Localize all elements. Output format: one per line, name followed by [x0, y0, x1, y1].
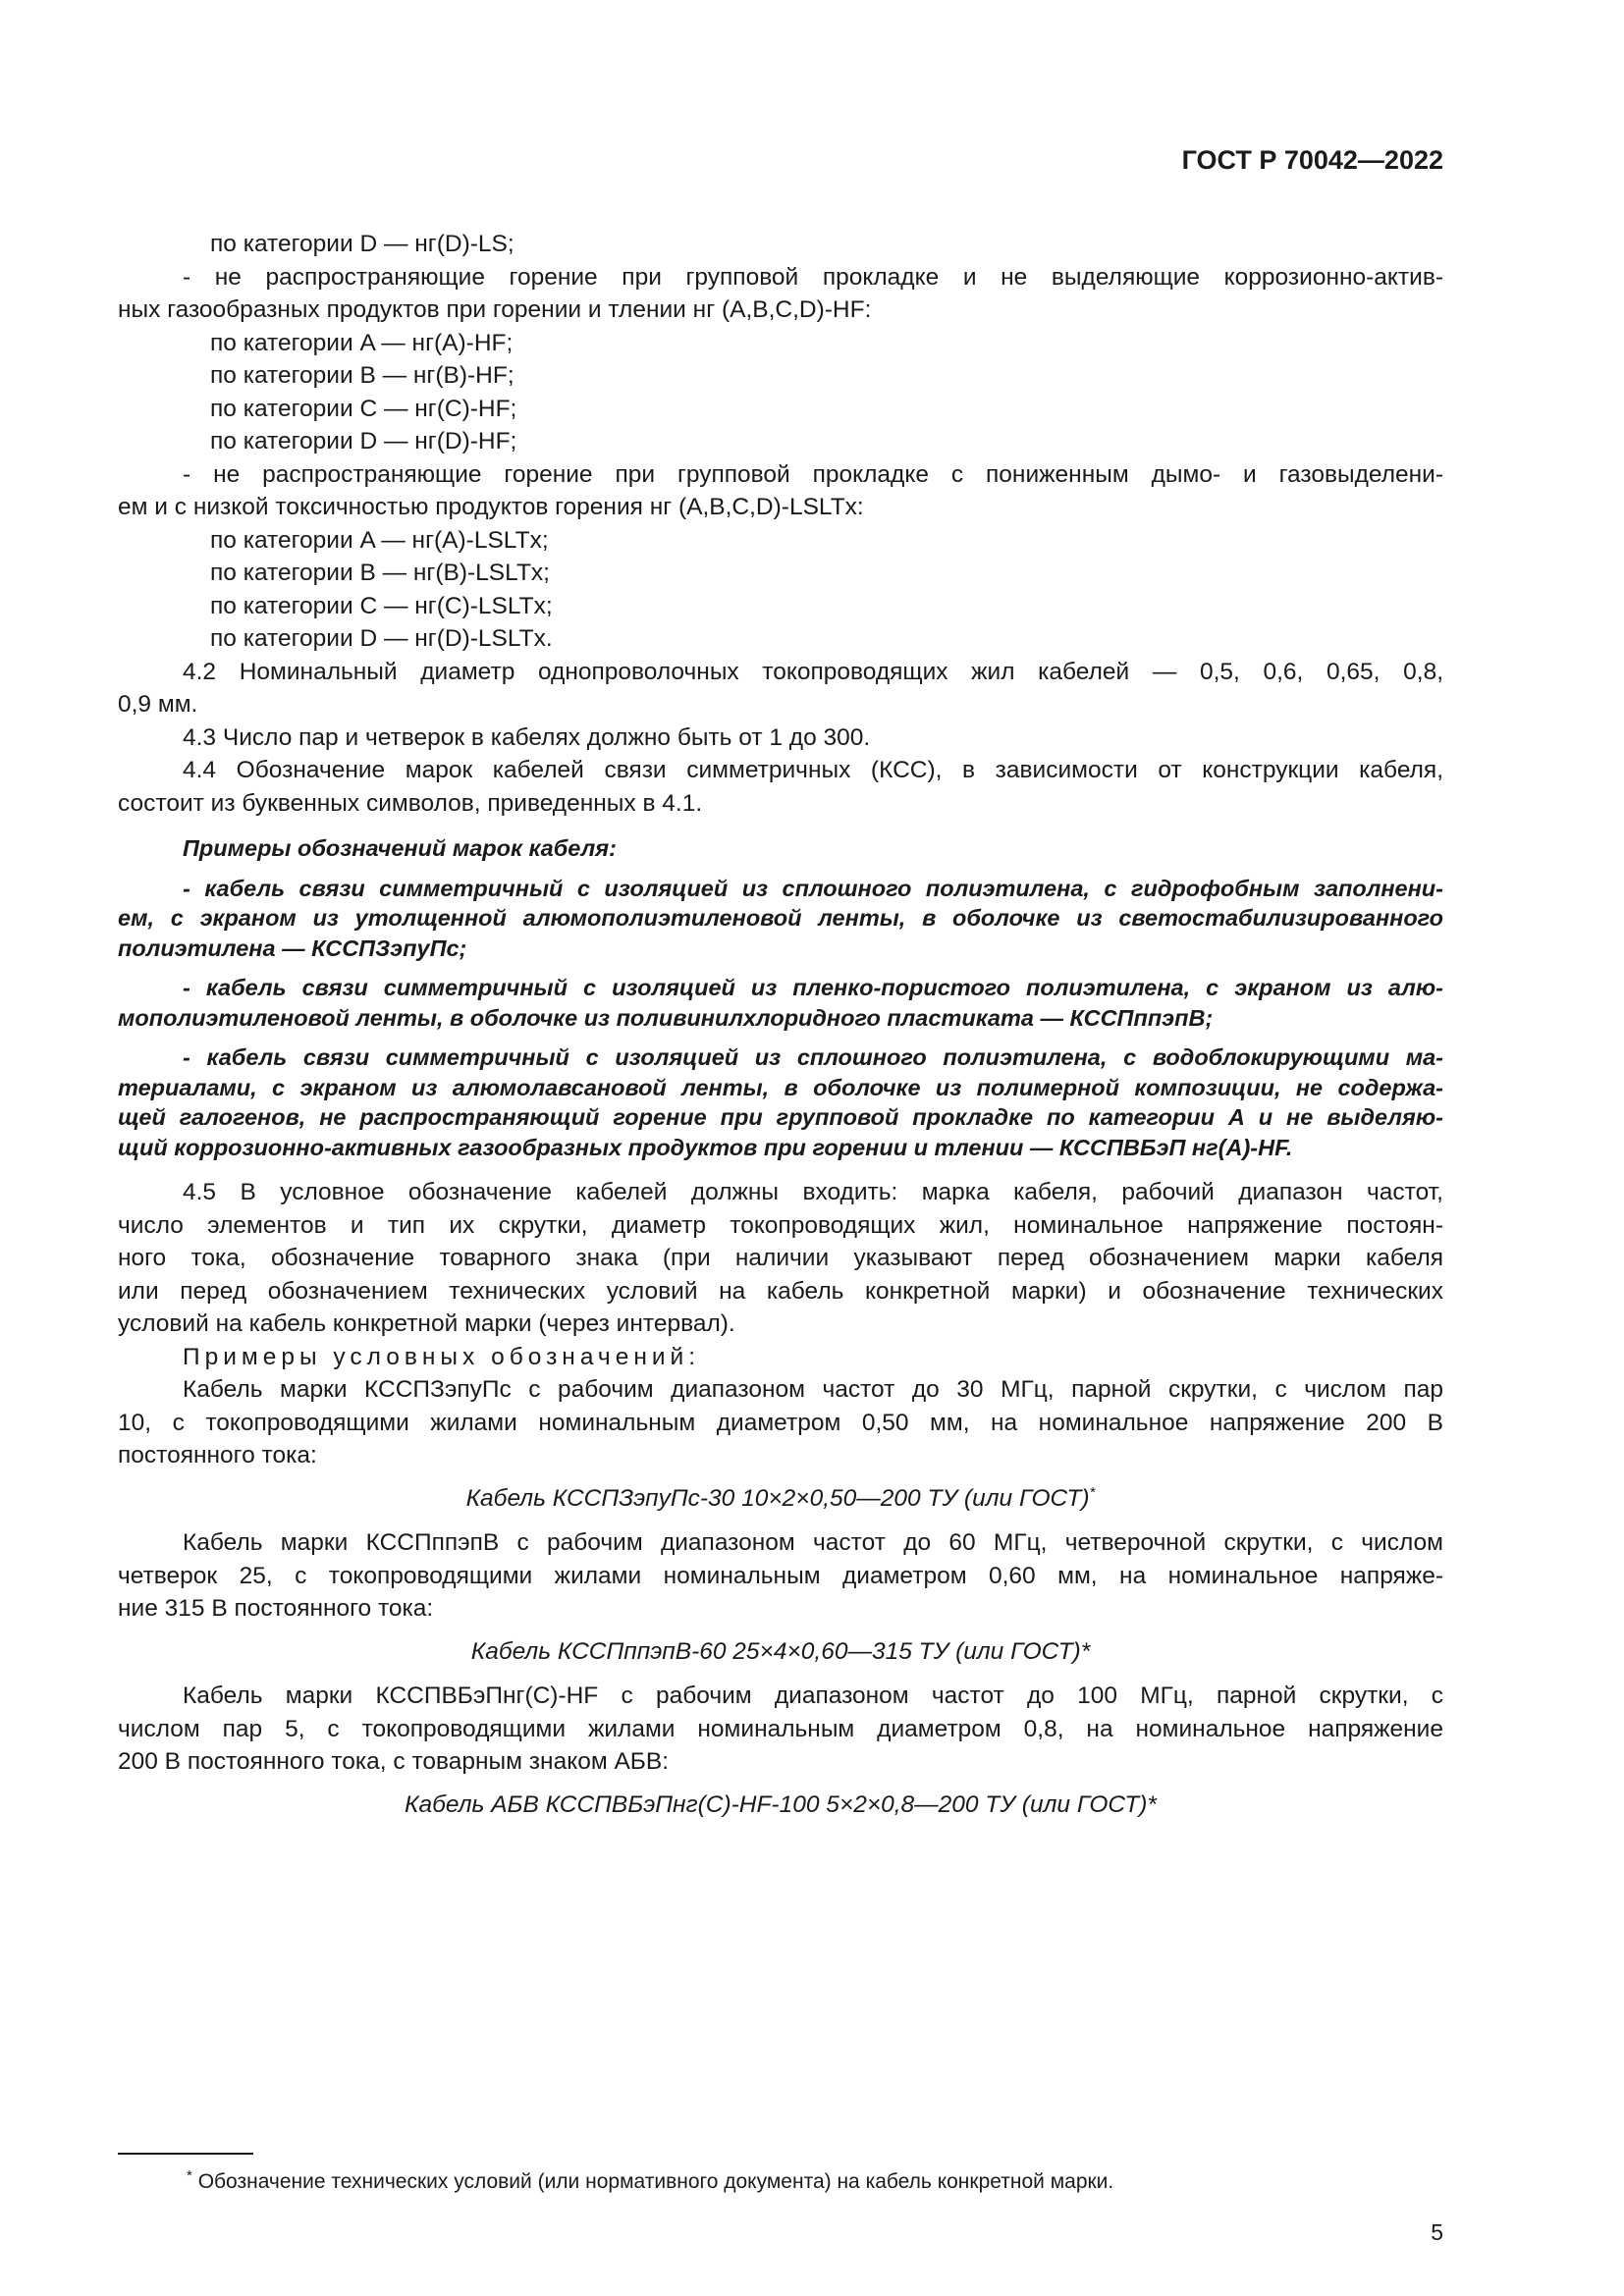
- text-line: четверок 25, с токопроводящими жилами номинальным диаметром 0,60 мм, на номинальное напряже-: [118, 1562, 1443, 1589]
- text-line: 4.4 Обозначение марок кабелей связи симметричных (КСС), в зависимости от конструкции кабеля,: [183, 757, 1443, 783]
- text-line: ние 315 В постоянного тока:: [118, 1595, 434, 1622]
- example-line: ем, с экраном из утолщенной алюмополиэтиленовой ленты, в оболочке из светостабилизированного: [118, 905, 1443, 931]
- text-line: или перед обозначением технических условий на кабель конкретной марки) и обозначение технических: [118, 1277, 1443, 1305]
- text-line: числом пар 5, с токопроводящими жилами номинальным диаметром 0,8, на номинальное напряжение: [118, 1715, 1443, 1742]
- text-line: по категории A — нг(A)-LSLTx;: [210, 526, 549, 554]
- text-line: ных газообразных продуктов при горении и тлении нг (A,B,C,D)-HF:: [118, 296, 872, 323]
- text-line: - не распространяющие горение при групповой прокладке и не выделяющие коррозионно-актив-: [183, 263, 1443, 291]
- page-number: 5: [1431, 2219, 1443, 2245]
- example-line: щей галогенов, не распространяющий горение при групповой прокладке по категории А и не выделяю-: [118, 1104, 1443, 1130]
- text-line: по категории D — нг(D)-HF;: [210, 428, 517, 454]
- footnote-marker: *: [1089, 1483, 1096, 1501]
- footnote-text: Обозначение технических условий (или нормативного документа) на кабель конкретной марки.: [197, 2170, 1114, 2193]
- text-line: по категории B — нг(B)-LSLTx;: [210, 560, 550, 586]
- text-line: по категории D — нг(D)-LSLTx.: [210, 625, 553, 652]
- text-line: - не распространяющие горение при групповой прокладке с пониженным дымо- и газовыделени-: [183, 460, 1443, 488]
- footnote: [187, 2167, 1114, 2194]
- text-line: состоит из буквенных символов, приведенных в 4.1.: [118, 789, 703, 817]
- document-page: [118, 0, 1443, 2296]
- designation-formula: Кабель КССПппэпВ-60 25×4×0,60—315 ТУ (или ГОСТ)*: [470, 1637, 1091, 1665]
- text-line: 10, с токопроводящими жилами номинальным диаметром 0,50 мм, на номинальное напряжение 200 В: [118, 1409, 1443, 1436]
- footnote-separator: [118, 2153, 253, 2155]
- formula-text: Кабель КССПЗэпуПс-30 10×2×0,50—200 ТУ (или ГОСТ): [465, 1484, 1090, 1512]
- text-line: ного тока, обозначение товарного знака (при наличии указывают перед обозначением марки кабеля: [118, 1245, 1443, 1271]
- text-line: Кабель марки КССПЗэпуПс с рабочим диапазоном частот до 30 МГц, парной скрутки, с числом пар: [183, 1376, 1443, 1403]
- example-line: - кабель связи симметричный с изоляцией из сплошного полиэтилена, с гидрофобным заполнени-: [183, 875, 1443, 901]
- designation-formula: Кабель АБВ КССПВБэПнг(С)-HF-100 5×2×0,8—200 ТУ (или ГОСТ)*: [405, 1790, 1157, 1818]
- text-line: постоянного тока:: [118, 1442, 317, 1468]
- example-line: - кабель связи симметричный с изоляцией из сплошного полиэтилена, с водоблокирующими ма-: [183, 1044, 1443, 1070]
- text-line: по категории C — нг(C)-LSLTx;: [210, 592, 553, 619]
- examples-heading: Примеры условных обозначений:: [183, 1343, 701, 1370]
- text-line: по категории D — нг(D)-LS;: [210, 231, 514, 257]
- text-line: по категории A — нг(A)-HF;: [210, 329, 514, 356]
- text-line: ем и с низкой токсичностью продуктов горения нг (A,B,C,D)-LSLTx:: [118, 494, 864, 520]
- text-line: 4.5 В условное обозначение кабелей должны входить: марка кабеля, рабочий диапазон частот,: [183, 1179, 1443, 1205]
- example-line: - кабель связи симметричный с изоляцией из пленко-пористого полиэтилена, с экраном из алю-: [183, 975, 1443, 1000]
- text-line: 200 В постоянного тока, с товарным знаком АБВ:: [118, 1748, 670, 1775]
- footnote-marker: *: [187, 2167, 192, 2184]
- example-line: териалами, с экраном из алюмолавсановой ленты, в оболочке из полимерной композиции, не содержа-: [118, 1074, 1443, 1100]
- designation-formula: [118, 1482, 1443, 1516]
- text-line: 0,9 мм.: [118, 691, 198, 718]
- example-line: мополиэтиленовой ленты, в оболочке из поливинилхлоридного пластиката — КССПппэпВ;: [118, 1004, 1214, 1031]
- document-header: ГОСТ Р 70042—2022: [1181, 145, 1443, 175]
- text-line: условий на кабель конкретной марки (через интервал).: [118, 1310, 735, 1337]
- example-line: полиэтилена — КССПЗэпуПс;: [118, 934, 467, 961]
- text-line: число элементов и тип их скрутки, диаметр токопроводящих жил, номинальное напряжение постоян-: [118, 1211, 1443, 1239]
- text-line: 4.2 Номинальный диаметр однопроволочных токопроводящих жил кабелей — 0,5, 0,6, 0,65, 0,8,: [183, 658, 1443, 685]
- text-line: 4.3 Число пар и четверок в кабелях должно быть от 1 до 300.: [183, 723, 871, 751]
- text-line: по категории C — нг(C)-HF;: [210, 395, 517, 422]
- example-line: щий коррозионно-активных газообразных продуктов при горении и тлении — КССПВБэП нг(А)-HF.: [118, 1134, 1293, 1160]
- examples-title: Примеры обозначений марок кабеля:: [183, 835, 617, 861]
- body-text: [118, 228, 1443, 1833]
- text-line: Кабель марки КССПппэпВ с рабочим диапазоном частот до 60 МГц, четверочной скрутки, с числом: [183, 1529, 1443, 1556]
- text-line: по категории B — нг(B)-HF;: [210, 362, 514, 389]
- text-line: Кабель марки КССПВБэПнг(С)-HF с рабочим диапазоном частот до 100 МГц, парной скрутки, с: [183, 1682, 1443, 1709]
